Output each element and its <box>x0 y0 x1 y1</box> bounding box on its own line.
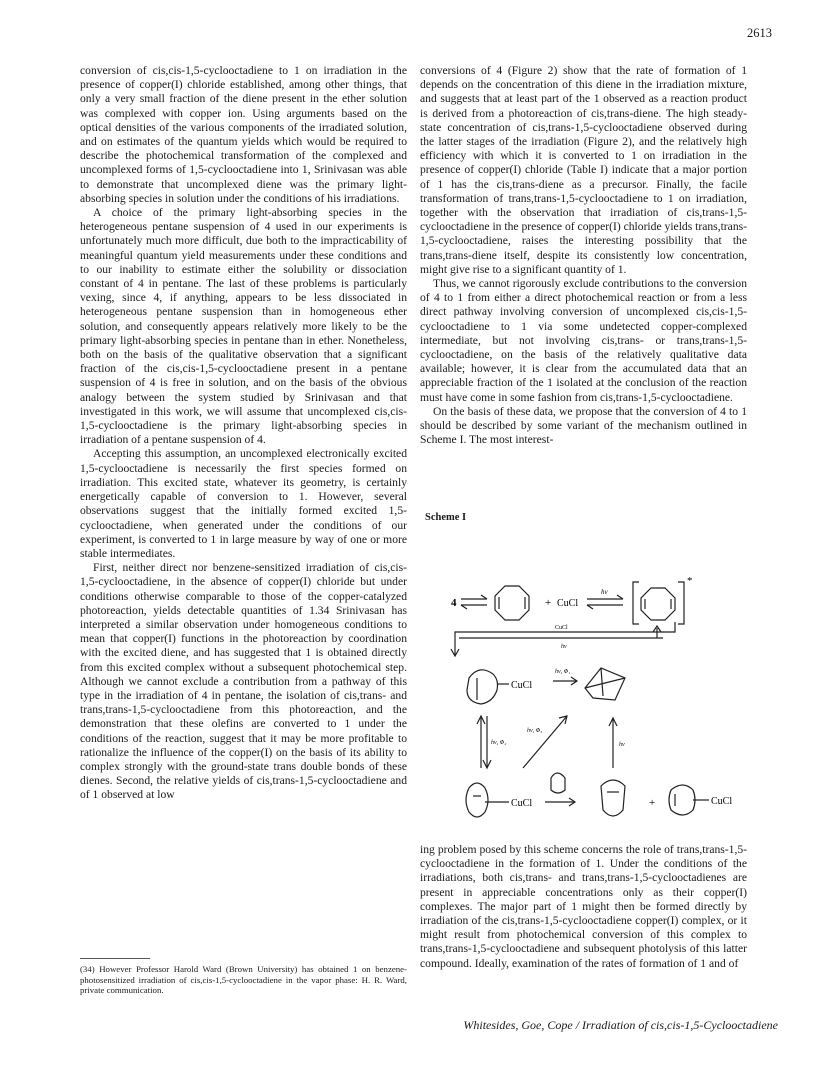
paragraph: First, neither direct nor benzene-sensitized irradiation of cis,cis-1,5-cyclooctadiene, in the absence of copper(I) chloride but under conditions otherwise comparable to those of the copper-catalyzed photoreaction, yields detectable quantities of 1.34 Srinivasan has interpreted a similar observation under homogeneous conditions to mean that copper(I) functions in the photoreaction by coordination with the excited diene, and has suggested that 1 is obtained directly from this excited complex without a subsequent photochemical step. Although we cannot exclude a contribution from a pathway of this type in the irradiation of 4 in pentane, the isolation of cis,trans- and trans,trans-1,5-cyclooctadiene from this photoreaction, and the demonstration that these olefins are converted to 1 under the conditions of the reaction, suggest that it may be more profitable to rationalize the influence of the copper(I) on the basis of its ability to complex strongly with the ground-state trans double bonds of these dienes. Second, the relative yields of cis,trans-1,5-cyclooctadiene and of 1 observed at low <box>80 561 407 802</box>
complex-cucl-label: CuCl <box>511 680 533 691</box>
compound-number: 4 <box>451 597 457 609</box>
footnote: (34) However Professor Harold Ward (Brown University) has obtained 1 on benzene-photosensitized irradiation of cis,cis-1,5-cyclooctadiene in the vapor phase: H. R. Ward, private communication. <box>80 964 407 995</box>
hv-phi2-label: hν, Φ₂ <box>491 740 507 746</box>
paragraph: A choice of the primary light-absorbing species in the heterogeneous pentane suspension of 4 used in our experiments is unfortunately much more difficult, due both to the impracticability of meaningful quantum yield measurements under these conditions and to our inability to estimate either the solubility or dissociation constant of 4 in pentane. The last of these problems is particularly vexing, since 4, if anything, appears to be less dissociated in heterogeneous pentane suspension than in homogeneous ether solution, and consequently appears relatively more likely to be the primary light-absorbing species in pentane than in ether. Nonetheless, both on the basis of the qualitative observation that a significant fraction of the cis,cis-1,5-cyclooctadiene present in a pentane suspension of 4 is free in solution, and on the basis of the obvious analogy between the system studied by Srinivasan and that investigated in this work, we will assume that uncomplexed cis,cis-1,5-cyclooctadiene is the primary light-absorbing species in irradiation of a pentane suspension of 4. <box>80 206 407 447</box>
left-column <box>80 64 407 803</box>
reaction-scheme <box>425 528 755 833</box>
plus-sign: + <box>545 597 552 609</box>
paragraph: Thus, we cannot rigorously exclude contributions to the conversion of 4 to 1 from either a direct photochemical reaction or from a less direct pathway involving conversion of uncomplexed cis,cis-1,5-cyclooctadiene to 1 via some undetected copper-complexed intermediate, but not involving cis,trans- or trans,trans-1,5-cyclooctadiene, on the basis of the relatively qualitative data available; however, it is clear from the accumulated data that an appreciable fraction of the 1 isolated at the conclusion of the reaction must have come in some fashion from cis,trans-1,5-cyclooctadiene. <box>420 277 747 404</box>
plus-sign: + <box>649 797 656 809</box>
scheme-label: Scheme I <box>425 512 467 523</box>
hv-phi3-label: hν, Φ₃ <box>527 728 543 734</box>
hv-arrow-label: hν <box>561 644 567 650</box>
paragraph: conversions of 4 (Figure 2) show that the rate of formation of 1 depends on the concentration of this diene in the irradiation mixture, and suggests that at least part of the 1 observed as a reaction product is derived from a photoreaction of cis,trans-diene. The high steady-state concentration of cis,trans-1,5-cyclooctadiene observed during the latter stages of the irradiation (Figure 2), and the relatively high efficiency with which it is converted to 1 on irradiation in the presence of copper(I) chloride (Table I) indicate that a major portion of 1 has the cis,trans-diene as a precursor. Finally, the facile transformation of trans,trans-1,5-cyclooctadiene to 1 on irradiation, together with the observation that irradiation of cis,trans-1,5-cyclooctadiene in the presence of copper(I) chloride yields trans,trans-1,5-cyclooctadiene, raises the interesting possibility that the trans,trans-diene itself, despite its consistently low concentration, might give rise to a significant quantity of 1. <box>420 64 747 276</box>
right-column <box>420 64 747 447</box>
paragraph: ing problem posed by this scheme concerns the role of trans,trans-1,5-cyclooctadiene in the formation of 1. Under the conditions of the irradiations, both cis,trans- and trans,trans-1,5-cyclooctadienes are present in appreciable concentrations only as their copper(I) complexes. The major part of 1 might then be formed directly by irradiation of the cis,trans-1,5-cyclooctadiene copper(I) complex, or it might result from photochemical conversion of this complex to trans,trans-1,5-cyclooctadiene and subsequent photolysis of this latter compound. Ideally, examination of the rates of formation of 1 and of <box>420 843 747 970</box>
paragraph: Accepting this assumption, an uncomplexed electronically excited 1,5-cyclooctadiene is necessarily the first species formed on irradiation. This excited state, whatever its geometry, is certainly energetically capable of conversion to 1. However, several observations suggest that the initially formed excited 1,5-cyclooctadiene, when generated under the conditions of our experiment, is converted to 1 in large measure by way of one or more stable intermediates. <box>80 447 407 560</box>
running-footer: Whitesides, Goe, Cope / Irradiation of cis,cis-1,5-Cyclooctadiene <box>463 1018 778 1032</box>
paragraph: conversion of cis,cis-1,5-cyclooctadiene to 1 on irradiation in the presence of copper(I) chloride established, among other things, that only a very small fraction of the diene present in the ether solution was complexed with copper ion. Using arguments based on the optical densities of the various components of the irradiated solution, and on estimates of the quantum yields which would be required to describe the photochemical transformation of the complexed and uncomplexed forms of 1,5-cyclooctadiene into 1, Srinivasan was able to demonstrate that uncomplexed diene was the primary light-absorbing species in solution under the conditions of his irradiations. <box>80 64 407 205</box>
cucl-arrow-label: CuCl <box>555 625 568 631</box>
page-number: 2613 <box>747 26 772 40</box>
hv-up-label: hν <box>619 742 625 748</box>
complex-cucl-label: CuCl <box>711 796 733 807</box>
right-column-continuation <box>420 843 747 971</box>
paragraph: On the basis of these data, we propose that the conversion of 4 to 1 should be described by some variant of the mechanism outlined in Scheme I. The most interest- <box>420 404 747 447</box>
excited-state-star: * <box>687 575 693 587</box>
hv-phi1-label: hν, Φ₁ <box>555 669 571 675</box>
complex-cucl-label: CuCl <box>511 798 533 809</box>
hv-label: hν <box>601 588 608 596</box>
cucl-reagent: CuCl <box>557 598 579 609</box>
footnote-divider <box>80 958 150 959</box>
